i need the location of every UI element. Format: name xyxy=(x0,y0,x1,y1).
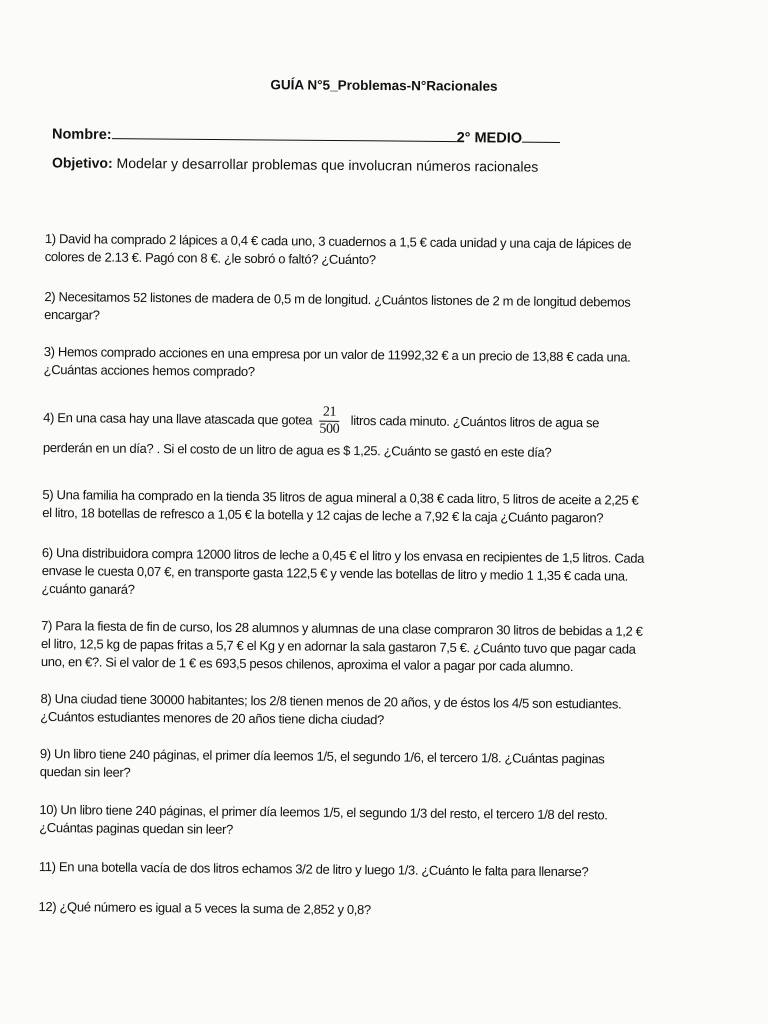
problem-line: perderán en un día? . Si el costo de un litro de agua es $ 1,25. ¿Cuánto se gastó en este día? xyxy=(42,439,552,460)
name-field-row xyxy=(52,126,612,148)
problem-line: ¿Cuántos estudiantes menores de 20 años tiene dicha ciudad? xyxy=(40,708,384,728)
problem-8 xyxy=(40,690,690,732)
problem-line: el litro, 18 botellas de refresco a 1,05 € la botella y 12 cajas de leche a 7,92 € la caja ¿Cuánto pagaron? xyxy=(42,504,604,526)
problem-line: 7) Para la fiesta de fin de curso, los 28 alumnos y alumnas de una clase compraron 30 litros de bebidas a 1,2 € xyxy=(41,617,643,639)
problem-line: quedan sin leer? xyxy=(39,763,131,780)
fraction xyxy=(319,405,339,438)
problem-3 xyxy=(44,343,694,385)
problem-line xyxy=(43,402,693,441)
fraction-denominator: 500 xyxy=(319,421,340,437)
problem-line: 3) Hemos comprado acciones en una empresa por un valor de 11992,32 € a un precio de 13,88 € cada una. xyxy=(43,343,631,365)
problem-line: colores de 2.13 €. Pagó con 8 €. ¿le sobró o faltó? ¿Cuánto? xyxy=(44,248,376,268)
curso-blank-line[interactable] xyxy=(522,130,560,143)
objetivo-label: Objetivo: xyxy=(51,154,113,171)
problem-line: 5) Una familia ha comprado en la tienda 35 litros de agua mineral a 0,38 € cada litro, 5 litros de aceite a 2,25 € xyxy=(42,486,639,508)
problem-list xyxy=(38,230,695,918)
problem-line: 8) Una ciudad tiene 30000 habitantes; los 2/8 tienen menos de 20 años, y de éstos los 4/5 son estudiantes. xyxy=(40,690,622,712)
problem-line: 6) Una distribuidora compra 12000 litros de leche a 0,45 € el litro y los envasa en recipientes de 1,5 litros. Cada xyxy=(41,544,645,566)
name-blank-line[interactable] xyxy=(112,126,457,142)
problem-line: 9) Un libro tiene 240 páginas, el primer día leemos 1/5, el segundo 1/6, el tercero 1/8. ¿Cuántas paginas xyxy=(39,745,605,767)
problem-line: ¿Cuántas acciones hemos comprado? xyxy=(43,361,255,380)
fraction-numerator: 21 xyxy=(319,405,339,422)
problem-line: 12) ¿Qué número es igual a 5 veces la suma de 2,852 y 0,8? xyxy=(38,898,371,918)
problem-text: 4) En una casa hay una llave atascada que gotea xyxy=(43,409,313,428)
problem-line: ¿cuánto ganará? xyxy=(41,580,135,597)
problem-1 xyxy=(45,230,695,272)
problem-line: uno, en €?. Si el valor de 1 € es 693,5 pesos chilenos, aproxima el valor a pagar por cada alumno. xyxy=(40,653,574,675)
problem-line: 1) David ha comprado 2 lápices a 0,4 € cada uno, 3 cuadernos a 1,5 € cada unidad y una caja de lápices de xyxy=(44,230,632,252)
page-title: GUÍA N°5_Problemas-N°Racionales xyxy=(270,77,498,94)
problem-5 xyxy=(42,486,692,528)
problem-11 xyxy=(39,858,689,882)
problem-line: encargar? xyxy=(44,306,100,323)
problem-line: el litro, 12,5 kg de papas fritas a 5,7 € el Kg y en adornar la sala gastaron 7,5 €. ¿Cuánto tuvo que pagar cada xyxy=(40,635,636,657)
problem-6 xyxy=(41,544,691,604)
problem-9 xyxy=(40,745,690,787)
curso-label: 2° MEDIO xyxy=(456,130,523,147)
problem-line: envase le cuesta 0,07 €, en transporte gasta 122,5 € y vende las botellas de litro y medio 1 1,35 € cada una. xyxy=(41,562,629,584)
problem-7 xyxy=(41,617,691,677)
objective-row xyxy=(52,154,652,175)
problem-line: 11) En una botella vacía de dos litros echamos 3/2 de litro y luego 1/3. ¿Cuánto le falta para llenarse? xyxy=(38,858,589,880)
objetivo-text: Modelar y desarrollar problemas que involucran números racionales xyxy=(116,154,539,175)
problem-line: ¿Cuántas paginas quedan sin leer? xyxy=(39,819,234,837)
problem-4 xyxy=(43,402,693,463)
problem-text: litros cada minuto. ¿Cuántos litros de agua se xyxy=(350,412,600,431)
problem-line: 10) Un libro tiene 240 páginas, el primer día leemos 1/5, el segundo 1/3 del resto, el tercero 1/8 del resto. xyxy=(39,801,608,823)
problem-line: 2) Necesitamos 52 listones de madera de 0,5 m de longitud. ¿Cuántos listones de 2 m de longitud debemos xyxy=(44,288,631,310)
problem-2 xyxy=(44,288,694,330)
problem-12 xyxy=(38,898,688,922)
nombre-label: Nombre: xyxy=(51,126,112,144)
problem-10 xyxy=(39,801,689,843)
